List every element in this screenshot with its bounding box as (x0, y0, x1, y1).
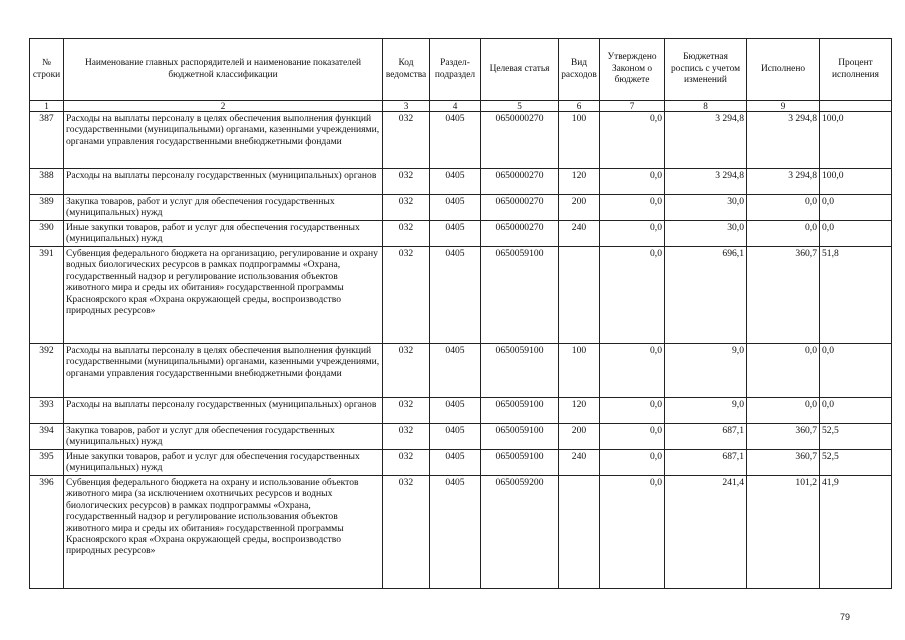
row-exp-type (559, 476, 600, 589)
header-row-no: № строки (30, 39, 64, 101)
row-exp-type: 120 (559, 169, 600, 195)
row-name: Иные закупки товаров, работ и услуг для обеспечения государственных (муниципальных) нужд (64, 450, 383, 476)
row-executed: 3 294,8 (747, 169, 820, 195)
row-section: 0405 (430, 450, 481, 476)
row-percent: 41,9 (820, 476, 892, 589)
row-approved: 0,0 (600, 112, 665, 169)
row-executed: 360,7 (747, 450, 820, 476)
row-exp-type: 200 (559, 424, 600, 450)
header-executed: Исполнено (747, 39, 820, 101)
row-number: 392 (30, 344, 64, 398)
row-percent: 52,5 (820, 450, 892, 476)
row-percent: 0,0 (820, 195, 892, 221)
row-executed: 0,0 (747, 398, 820, 424)
row-target: 0650000270 (481, 221, 559, 247)
row-section: 0405 (430, 169, 481, 195)
row-budget: 241,4 (665, 476, 747, 589)
table-row (30, 450, 892, 476)
row-target: 0650059100 (481, 424, 559, 450)
row-section: 0405 (430, 112, 481, 169)
row-dept-code: 032 (383, 476, 430, 589)
row-name: Расходы на выплаты персоналу в целях обеспечения выполнения функций государственными (муниципальными) органами, казенными учреждениями, органами управления государственными внебюджетными фондами (64, 112, 383, 169)
row-number: 393 (30, 398, 64, 424)
column-number (820, 101, 892, 112)
row-target: 0650000270 (481, 195, 559, 221)
header-budget: Бюджетная роспись с учетом изменений (665, 39, 747, 101)
row-executed: 3 294,8 (747, 112, 820, 169)
row-exp-type: 240 (559, 450, 600, 476)
row-percent: 0,0 (820, 398, 892, 424)
header-row (30, 39, 892, 101)
row-percent: 51,8 (820, 247, 892, 344)
row-number: 388 (30, 169, 64, 195)
row-dept-code: 032 (383, 450, 430, 476)
row-approved: 0,0 (600, 450, 665, 476)
row-percent: 0,0 (820, 221, 892, 247)
row-approved: 0,0 (600, 424, 665, 450)
column-number: 6 (559, 101, 600, 112)
row-percent: 100,0 (820, 169, 892, 195)
row-exp-type: 100 (559, 344, 600, 398)
row-budget: 687,1 (665, 424, 747, 450)
header-approved: Утверждено Законом о бюджете (600, 39, 665, 101)
table-row (30, 221, 892, 247)
column-numbers-row (30, 101, 892, 112)
row-name: Расходы на выплаты персоналу в целях обеспечения выполнения функций государственными (муниципальными) органами, казенными учреждениями, органами управления государственными внебюджетными фондами (64, 344, 383, 398)
row-dept-code: 032 (383, 221, 430, 247)
header-dept-code: Код ведомства (383, 39, 430, 101)
row-budget: 30,0 (665, 195, 747, 221)
row-approved: 0,0 (600, 195, 665, 221)
row-budget: 687,1 (665, 450, 747, 476)
row-budget: 9,0 (665, 344, 747, 398)
row-approved: 0,0 (600, 169, 665, 195)
row-target: 0650059100 (481, 398, 559, 424)
row-approved: 0,0 (600, 247, 665, 344)
row-section: 0405 (430, 247, 481, 344)
row-dept-code: 032 (383, 424, 430, 450)
column-number: 9 (747, 101, 820, 112)
column-number: 1 (30, 101, 64, 112)
header-target: Целевая статья (481, 39, 559, 101)
row-budget: 30,0 (665, 221, 747, 247)
row-section: 0405 (430, 344, 481, 398)
table-row (30, 169, 892, 195)
header-name: Наименование главных распорядителей и наименование показателей бюджетной классификации (64, 39, 383, 101)
row-number: 394 (30, 424, 64, 450)
row-dept-code: 032 (383, 247, 430, 344)
row-approved: 0,0 (600, 344, 665, 398)
row-approved: 0,0 (600, 398, 665, 424)
row-budget: 3 294,8 (665, 112, 747, 169)
column-number: 5 (481, 101, 559, 112)
row-dept-code: 032 (383, 169, 430, 195)
row-exp-type: 240 (559, 221, 600, 247)
row-number: 391 (30, 247, 64, 344)
column-number: 2 (64, 101, 383, 112)
table-row (30, 112, 892, 169)
row-name: Субвенция федерального бюджета на охрану и использование объектов животного мира (за исключением охотничьих ресурсов и водных биологических ресурсов) в рамках подпрограммы «Охрана, государственный надзор и регулирование использования объектов животного мира и среды их обитания» государственной программы Красноярского края «Охрана окружающей среды, воспроизводство природных ресурсов» (64, 476, 383, 589)
table-row (30, 247, 892, 344)
row-exp-type: 100 (559, 112, 600, 169)
column-number: 3 (383, 101, 430, 112)
row-dept-code: 032 (383, 398, 430, 424)
row-executed: 0,0 (747, 344, 820, 398)
table-row (30, 424, 892, 450)
row-executed: 0,0 (747, 195, 820, 221)
table-row (30, 476, 892, 589)
row-exp-type: 200 (559, 195, 600, 221)
row-number: 390 (30, 221, 64, 247)
row-executed: 0,0 (747, 221, 820, 247)
row-number: 396 (30, 476, 64, 589)
row-budget: 9,0 (665, 398, 747, 424)
table-body (30, 101, 892, 589)
row-exp-type: 120 (559, 398, 600, 424)
row-name: Субвенция федерального бюджета на организацию, регулирование и охрану водных биологических ресурсов в рамках подпрограммы «Охрана, государственный надзор и регулирование использования объектов животного мира и среды их обитания» государственной программы Красноярского края «Охрана окружающей среды, воспроизводство природных ресурсов» (64, 247, 383, 344)
row-budget: 3 294,8 (665, 169, 747, 195)
row-name: Закупка товаров, работ и услуг для обеспечения государственных (муниципальных) нужд (64, 195, 383, 221)
row-number: 389 (30, 195, 64, 221)
row-dept-code: 032 (383, 195, 430, 221)
header-exp-type: Вид расходов (559, 39, 600, 101)
row-target: 0650059100 (481, 450, 559, 476)
row-dept-code: 032 (383, 112, 430, 169)
row-name: Иные закупки товаров, работ и услуг для обеспечения государственных (муниципальных) нужд (64, 221, 383, 247)
table-row (30, 344, 892, 398)
row-percent: 100,0 (820, 112, 892, 169)
row-section: 0405 (430, 476, 481, 589)
row-target: 0650000270 (481, 112, 559, 169)
row-name: Расходы на выплаты персоналу государственных (муниципальных) органов (64, 398, 383, 424)
row-exp-type (559, 247, 600, 344)
row-budget: 696,1 (665, 247, 747, 344)
row-section: 0405 (430, 398, 481, 424)
row-executed: 360,7 (747, 424, 820, 450)
row-executed: 360,7 (747, 247, 820, 344)
row-section: 0405 (430, 424, 481, 450)
row-target: 0650059100 (481, 247, 559, 344)
row-percent: 0,0 (820, 344, 892, 398)
column-number: 7 (600, 101, 665, 112)
row-target: 0650000270 (481, 169, 559, 195)
row-number: 395 (30, 450, 64, 476)
page-number: 79 (839, 612, 850, 622)
row-approved: 0,0 (600, 476, 665, 589)
table-row (30, 398, 892, 424)
row-name: Расходы на выплаты персоналу государственных (муниципальных) органов (64, 169, 383, 195)
column-number: 4 (430, 101, 481, 112)
row-target: 0650059200 (481, 476, 559, 589)
budget-execution-table (29, 38, 892, 589)
row-dept-code: 032 (383, 344, 430, 398)
row-target: 0650059100 (481, 344, 559, 398)
row-name: Закупка товаров, работ и услуг для обеспечения государственных (муниципальных) нужд (64, 424, 383, 450)
row-section: 0405 (430, 221, 481, 247)
header-percent: Процент исполнения (820, 39, 892, 101)
row-section: 0405 (430, 195, 481, 221)
header-section: Раздел-подраздел (430, 39, 481, 101)
column-number: 8 (665, 101, 747, 112)
row-approved: 0,0 (600, 221, 665, 247)
row-percent: 52,5 (820, 424, 892, 450)
row-executed: 101,2 (747, 476, 820, 589)
table-row (30, 195, 892, 221)
row-number: 387 (30, 112, 64, 169)
